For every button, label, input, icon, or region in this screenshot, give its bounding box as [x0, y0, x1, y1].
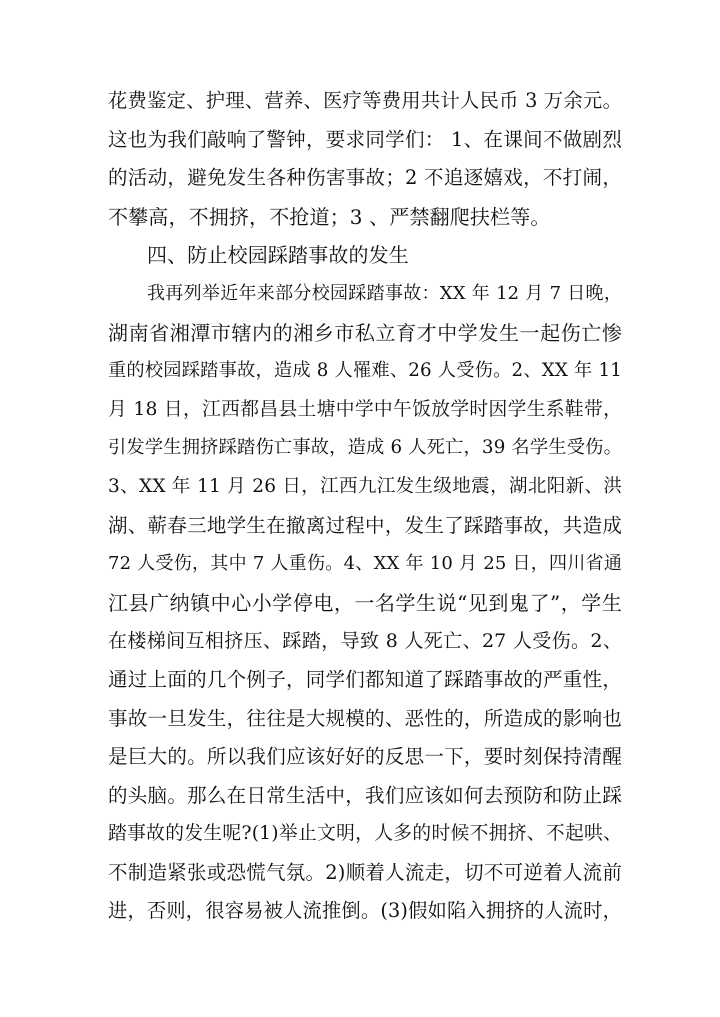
text-line-21: 不制造紧张或恐慌气氛。2)顺着人流走，切不可逆着人流前 — [108, 860, 622, 884]
section-heading: 四、防止校园踩踏事故的发生 — [147, 243, 409, 268]
text-line-19: 的头脑。那么在日常生活中，我们应该如何去预防和防止踩 — [108, 783, 622, 807]
text-line-4: 不攀高，不拥挤，不抢道；3 、严禁翻爬扶栏等。 — [108, 204, 551, 229]
text-line-20: 踏事故的发生呢?(1)举止文明，人多的时候不拥挤、不起哄、 — [108, 823, 622, 845]
text-line-12: 湖、蕲春三地学生在撤离过程中，发生了踩踏事故，共造成 — [108, 513, 622, 537]
text-line-18: 是巨大的。所以我们应该好好的反思一下，要时刻保持清醒 — [108, 745, 622, 769]
text-line-13: 72 人受伤，其中 7 人重伤。4、XX 年 10 月 25 日，四川省通 — [108, 553, 622, 575]
text-line-1: 花费鉴定、护理、营养、医疗等费用共计人民币 3 万余元。 — [108, 89, 622, 112]
text-line-11: 3、XX 年 11 月 26 日，江西九江发生级地震，湖北阳新、洪 — [108, 475, 622, 497]
text-line-17: 事故一旦发生，往往是大规模的、恶性的，所造成的影响也 — [108, 706, 622, 730]
text-line-10: 引发学生拥挤踩踏伤亡事故，造成 6 人死亡，39 名学生受伤。 — [108, 437, 622, 459]
body-text — [108, 82, 622, 931]
text-line-6: 我再列举近年来部分校园踩踏事故：XX 年 12 月 7 日晚， — [147, 282, 622, 304]
text-line-8: 重的校园踩踏事故，造成 8 人罹难、26 人受伤。2、XX 年 11 — [108, 360, 622, 382]
text-line-16: 通过上面的几个例子，同学们都知道了踩踏事故的严重性， — [108, 667, 622, 691]
text-line-9: 月 18 日，江西都昌县土塘中学中午饭放学时因学生系鞋带， — [108, 398, 622, 420]
text-line-7: 湖南省湘潭市辖内的湘乡市私立育才中学发生一起伤亡惨 — [108, 320, 622, 345]
text-line-14: 江县广纳镇中心小学停电，一名学生说“见到鬼了”，学生 — [108, 590, 622, 615]
text-line-15: 在楼梯间互相挤压、踩踏，导致 8 人死亡、27 人受伤。2、 — [108, 630, 622, 653]
text-line-2: 这也为我们敲响了警钟，要求同学们： 1、在课间不做剧烈 — [108, 127, 622, 151]
text-line-22: 进，否则，很容易被人流推倒。(3)假如陷入拥挤的人流时， — [108, 899, 622, 923]
text-line-3: 的活动，避免发生各种伤害事故；2 不追逐嬉戏，不打闹， — [108, 166, 622, 190]
